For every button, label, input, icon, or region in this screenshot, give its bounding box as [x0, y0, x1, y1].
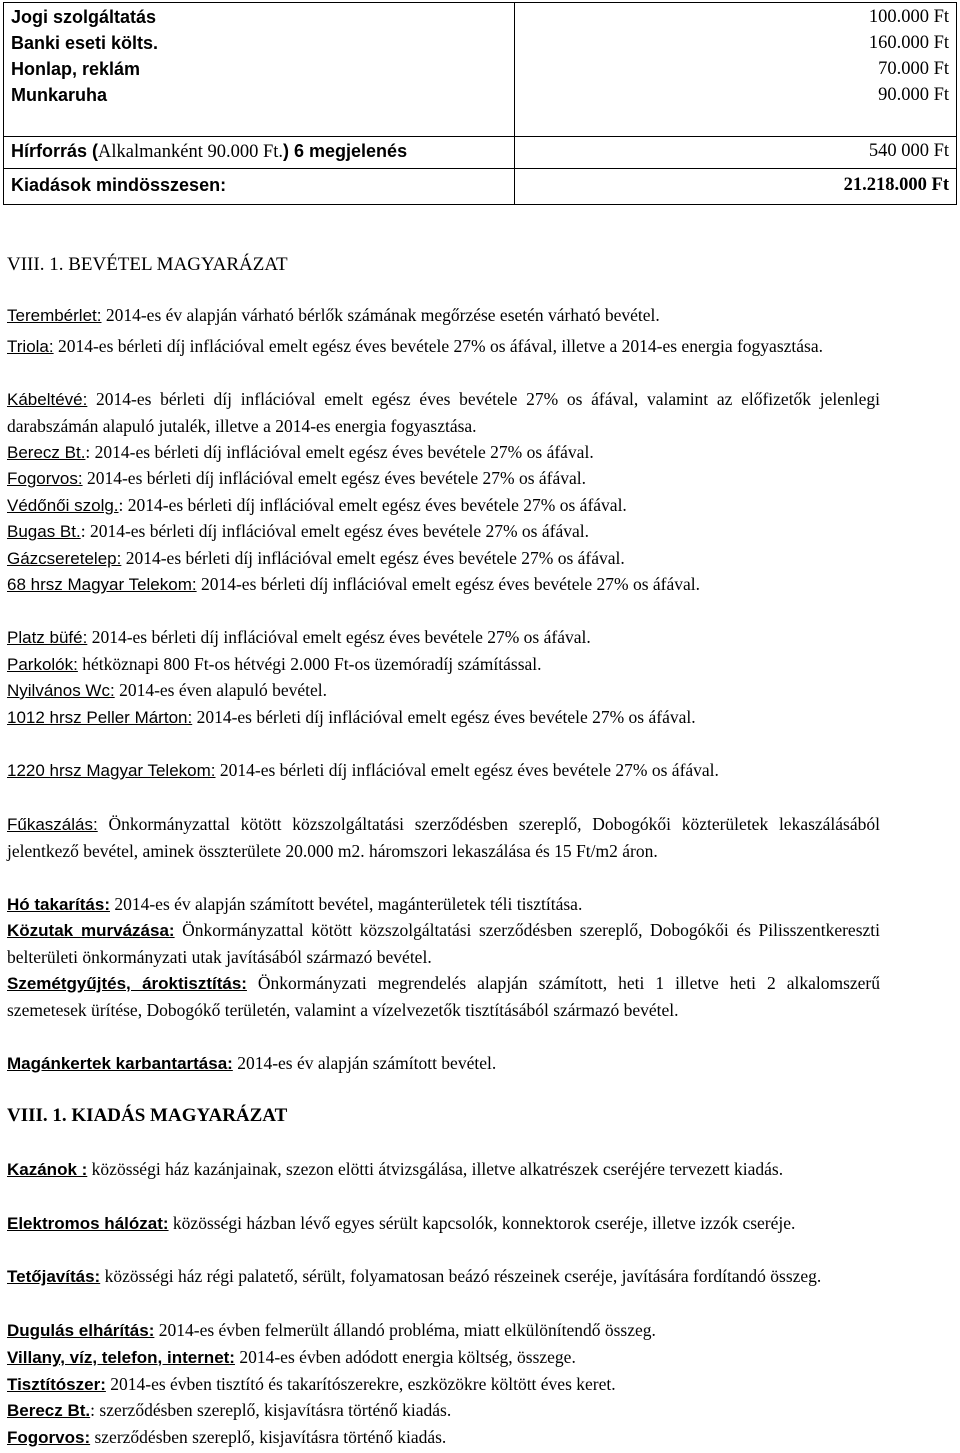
total-label: Kiadások mindösszesen: — [11, 175, 227, 195]
item-text: Önkormányzattal kötött közszolgáltatási szerződésben szereplő, Dobogókői és Pilisszentkereszti belterületi önkormányzati utak javításából származó bevétel. — [7, 920, 880, 968]
item-text: 2014-es bérleti díj inflációval emelt egész éves bevétele 27% os áfával. — [215, 760, 719, 780]
item-label: Kábeltévé: — [7, 390, 88, 409]
hirforras-label-detail: Alkalmanként 90.000 Ft. — [98, 142, 284, 162]
income-item-szemetgyujtes — [7, 970, 880, 1024]
item-label: Nyilvános Wc: — [7, 681, 115, 700]
item-text: 2014-es évben adódott energia költség, összege. — [234, 1347, 576, 1367]
item-text: 2014-es bérleti díj inflációval emelt egész éves bevétele 27% os áfával, valamint az előfizetők jelenlegi darabszámán alapuló jutalék, illetve a 2014-es energia fogyasztása. — [7, 389, 880, 437]
item-label: Elektromos hálózat: — [7, 1214, 169, 1233]
table-column-divider — [514, 2, 515, 205]
income-item-1220-hrsz-telekom — [7, 757, 880, 784]
table-row-value: 160.000 Ft — [868, 33, 949, 53]
item-text: közösségi ház régi palatető, sérült, folyamatosan beázó részeinek cseréje, javítására fordítandó összeg. — [100, 1266, 822, 1286]
item-text: : 2014-es bérleti díj inflációval emelt egész éves bevétele 27% os áfával. — [85, 442, 594, 462]
table-row-label: Honlap, reklám — [11, 59, 141, 79]
income-item-bugas — [7, 518, 880, 545]
item-text: 2014-es évben felmerült állandó probléma, miatt elkülönítendő összeg. — [154, 1320, 656, 1340]
table-row-value: 90.000 Ft — [878, 85, 949, 105]
hirforras-label-end: ) 6 megjelenés — [283, 141, 408, 161]
item-label: Berecz Bt. — [7, 443, 86, 462]
item-label: Kazánok : — [7, 1160, 88, 1179]
income-item-68-hrsz-telekom — [7, 571, 880, 598]
income-item-magankertek — [7, 1050, 880, 1077]
hirforras-value: 540 000 Ft — [868, 141, 949, 161]
table-border-right — [956, 2, 957, 205]
table-row-divider — [3, 168, 957, 169]
table-border-left — [3, 2, 4, 205]
item-text: 2014-es bérleti díj inflációval emelt egész éves bevétele 27% os áfával. — [87, 627, 591, 647]
income-item-gazcseretelep — [7, 545, 880, 572]
item-text: szerződésben szereplő, kisjavításra történő kiadás. — [90, 1427, 447, 1447]
expense-item-villany — [7, 1344, 880, 1371]
item-text: Önkormányzattal kötött közszolgáltatási szerződésben szereplő, Dobogókői közterületek lekaszálásából jelentkező bevétel, aminek összterülete 20.000 m2. háromszori lekaszálása és 15 Ft/m2 áron. — [7, 814, 880, 862]
table-border-top — [3, 2, 957, 3]
expense-item-dugulas — [7, 1317, 880, 1344]
item-label: Fogorvos: — [7, 1428, 91, 1447]
expense-item-berecz — [7, 1397, 880, 1424]
item-label: Közutak murvázása: — [7, 921, 175, 940]
table-row-label: Jogi szolgáltatás — [11, 7, 157, 27]
expense-item-tisztitoszer — [7, 1371, 880, 1398]
expense-item-elektromos-halozat — [7, 1210, 880, 1237]
table-border-bottom — [3, 204, 957, 205]
income-item-kozutak-murvazasa — [7, 917, 880, 971]
item-text: 2014-es bérleti díj inflációval emelt egész éves bevétele 27% os áfával, illetve a 2014-es energia fogyasztása. — [53, 336, 823, 356]
income-item-1012-hrsz-peller — [7, 704, 880, 731]
item-label: Parkolók: — [7, 655, 78, 674]
income-heading: VIII. 1. BEVÉTEL MAGYARÁZAT — [7, 254, 288, 275]
item-label: Terembérlet: — [7, 306, 102, 325]
item-text: 2014-es éven alapuló bevétel. — [114, 680, 328, 700]
item-text: : 2014-es bérleti díj inflációval emelt egész éves bevétele 27% os áfával. — [80, 521, 589, 541]
income-item-parkolok — [7, 651, 880, 678]
table-row-divider — [3, 136, 957, 137]
table-row-label: Munkaruha — [11, 85, 108, 105]
item-text: Önkormányzati megrendelés alapján számított, heti 1 illetve heti 2 alkalomszerű szemetesek ürítése, Dobogókő területén, valamint a vízelvezetők tisztításából származó bevétel. — [7, 973, 880, 1021]
item-text: 2014-es évben tisztító és takarítószerekre, eszközökre költött éves keret. — [105, 1374, 616, 1394]
item-text: 2014-es év alapján számított bevétel, magánterületek téli tisztítása. — [109, 894, 583, 914]
item-text: 2014-es bérleti díj inflációval emelt egész éves bevétele 27% os áfával. — [192, 707, 696, 727]
item-label: Fogorvos: — [7, 469, 83, 488]
item-text: 2014-es bérleti díj inflációval emelt egész éves bevétele 27% os áfával. — [121, 548, 625, 568]
item-label: Magánkertek karbantartása: — [7, 1054, 233, 1073]
item-text: közösségi házban lévő egyes sérült kapcsolók, konnektorok cseréje, illetve izzók cseréje. — [168, 1213, 796, 1233]
income-item-vedonoi — [7, 492, 880, 519]
income-item-berecz — [7, 439, 880, 466]
income-item-nyilvanos-wc — [7, 677, 880, 704]
item-label: Fűkaszálás: — [7, 815, 98, 834]
item-label: 1220 hrsz Magyar Telekom: — [7, 761, 216, 780]
item-label: Berecz Bt. — [7, 1401, 91, 1420]
item-label: Tisztítószer: — [7, 1375, 106, 1394]
item-text: : 2014-es bérleti díj inflációval emelt egész éves bevétele 27% os áfával. — [118, 495, 627, 515]
hirforras-label-start: Hírforrás ( — [11, 141, 99, 161]
income-item-triola — [7, 333, 880, 360]
total-value: 21.218.000 Ft — [843, 175, 949, 195]
table-row-label: Banki eseti költs. — [11, 33, 159, 53]
item-label: Dugulás elhárítás: — [7, 1321, 155, 1340]
income-item-platz-bufe — [7, 624, 880, 651]
item-label: 1012 hrsz Peller Márton: — [7, 708, 193, 727]
item-text: 2014-es bérleti díj inflációval emelt egész éves bevétele 27% os áfával. — [196, 574, 701, 594]
item-text: közösségi ház kazánjainak, szezon elötti átvizsgálása, illetve alkatrészek cseréjére tervezett kiadás. — [87, 1159, 784, 1179]
hirforras-label — [11, 138, 407, 165]
expense-heading: VIII. 1. KIADÁS MAGYARÁZAT — [7, 1105, 288, 1126]
item-text: : szerződésben szereplő, kisjavításra történő kiadás. — [90, 1400, 452, 1420]
item-label: Gázcseretelep: — [7, 549, 122, 568]
item-label: Triola: — [7, 337, 54, 356]
income-item-kabelteve — [7, 386, 880, 440]
table-row-value: 100.000 Ft — [868, 7, 949, 27]
item-text: 2014-es bérleti díj inflációval emelt egész éves bevétele 27% os áfával. — [82, 468, 587, 488]
income-item-ho-takaritas — [7, 891, 880, 918]
expense-item-tetojavitas — [7, 1263, 880, 1290]
item-label: 68 hrsz Magyar Telekom: — [7, 575, 197, 594]
item-label: Szemétgyűjtés, ároktisztítás: — [7, 974, 247, 993]
item-label: Tetőjavítás: — [7, 1267, 101, 1286]
item-label: Bugas Bt. — [7, 522, 81, 541]
item-label: Villany, víz, telefon, internet: — [7, 1348, 235, 1367]
item-text: 2014-es év alapján számított bevétel. — [232, 1053, 497, 1073]
income-item-fogorvos — [7, 465, 880, 492]
item-label: Védőnői szolg. — [7, 496, 119, 515]
expense-table — [3, 2, 957, 205]
item-text: hétköznapi 800 Ft-os hétvégi 2.000 Ft-os üzemóradíj számítással. — [77, 654, 542, 674]
item-text: 2014-es év alapján várható bérlők számának megőrzése esetén várható bevétel. — [101, 305, 660, 325]
income-item-terembérlet — [7, 302, 880, 329]
item-label: Hó takarítás: — [7, 895, 110, 914]
item-label: Platz büfé: — [7, 628, 88, 647]
expense-item-fogorvos — [7, 1424, 880, 1451]
expense-item-kazanok — [7, 1156, 880, 1183]
table-row-value: 70.000 Ft — [878, 59, 949, 79]
income-item-fukaszalas — [7, 811, 880, 865]
